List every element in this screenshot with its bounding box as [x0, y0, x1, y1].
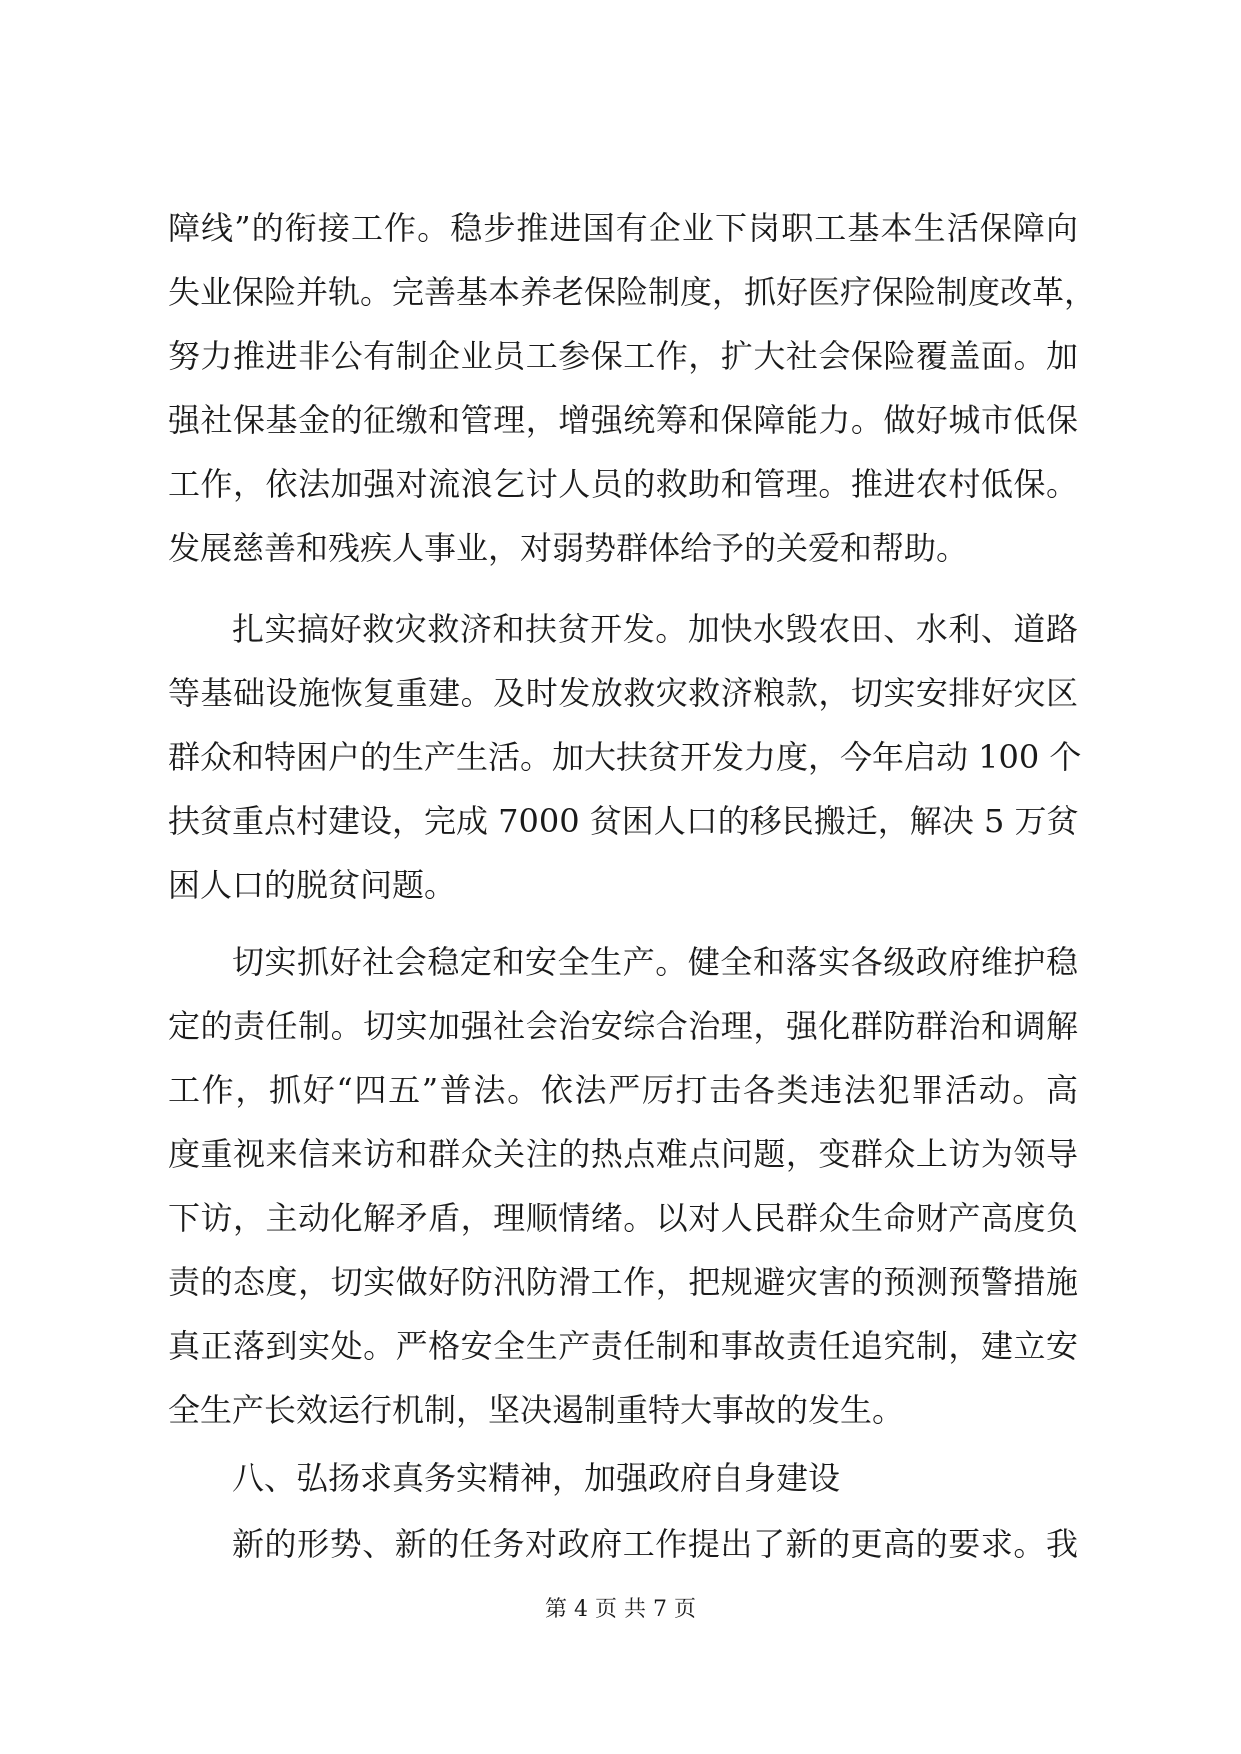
text-line: 困人口的脱贫问题。	[168, 866, 457, 904]
paragraph-first-line: 新的形势、新的任务对政府工作提出了新的更高的要求。我	[232, 1525, 1078, 1563]
section-heading: 八、弘扬求真务实精神，加强政府自身建设	[232, 1459, 841, 1497]
text-line: 工作，依法加强对流浪乞讨人员的救助和管理。推进农村低保。	[168, 465, 1078, 503]
text-line: 强社保基金的征缴和管理，增强统筹和保障能力。做好城市低保	[168, 401, 1078, 439]
text-line: 等基础设施恢复重建。及时发放救灾救济粮款，切实安排好灾区	[168, 674, 1078, 712]
text-line: 失业保险并轨。完善基本养老保险制度，抓好医疗保险制度改革，	[168, 273, 1097, 311]
text-line: 工作，抓好“四五”普法。依法严厉打击各类违法犯罪活动。高	[168, 1071, 1078, 1109]
text-line: 扶贫重点村建设，完成 7000 贫困人口的移民搬迁，解决 5 万贫	[168, 802, 1079, 840]
text-line: 群众和特困户的生产生活。加大扶贫开发力度，今年启动 100 个	[168, 738, 1082, 776]
text-line: 真正落到实处。严格安全生产责任制和事故责任追究制，建立安	[168, 1327, 1078, 1365]
text-line: 度重视来信来访和群众关注的热点难点问题，变群众上访为领导	[168, 1135, 1078, 1173]
text-line: 发展慈善和残疾人事业，对弱势群体给予的关爱和帮助。	[168, 529, 969, 567]
paragraph-first-line: 切实抓好社会稳定和安全生产。健全和落实各级政府维护稳	[232, 943, 1078, 981]
text-line: 定的责任制。切实加强社会治安综合治理，强化群防群治和调解	[168, 1007, 1078, 1045]
page-number-footer: 第 4 页 共 7 页	[545, 1597, 696, 1622]
text-line: 全生产长效运行机制，坚决遏制重特大事故的发生。	[168, 1391, 905, 1429]
text-line: 下访，主动化解矛盾，理顺情绪。以对人民群众生命财产高度负	[168, 1199, 1078, 1237]
paragraph-first-line: 扎实搞好救灾救济和扶贫开发。加快水毁农田、水利、道路	[232, 610, 1078, 648]
text-line: 努力推进非公有制企业员工参保工作，扩大社会保险覆盖面。加	[168, 337, 1078, 375]
text-line: 责的态度，切实做好防汛防滑工作，把规避灾害的预测预警措施	[168, 1263, 1078, 1301]
text-line: 障线”的衔接工作。稳步推进国有企业下岗职工基本生活保障向	[168, 209, 1078, 247]
